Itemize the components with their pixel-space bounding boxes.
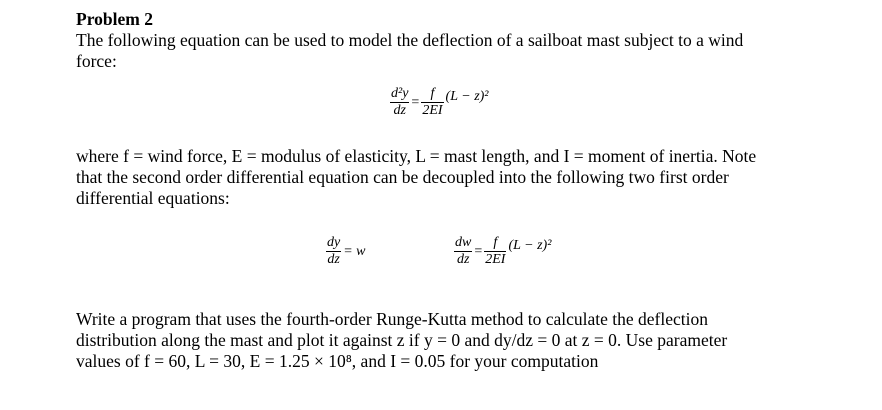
eq3-rhs-denominator: 2EI <box>485 252 506 267</box>
task-line-2: distribution along the mast and plot it against z if y = 0 and dy/dz = 0 at z = 0. Use parameter <box>76 330 728 350</box>
intro-line-2: force: <box>76 51 117 71</box>
eq1-lhs-fraction <box>390 86 409 119</box>
eq1-rhs-numerator: f <box>421 86 443 103</box>
equation-dw-dz <box>454 235 553 268</box>
eq1-rhs-denominator: 2EI <box>422 103 443 118</box>
eq3-rhs-fraction <box>484 235 506 268</box>
task-line-3: values of f = 60, L = 30, E = 1.25 × 10⁸, and I = 0.05 for your computation <box>76 351 599 371</box>
eq3-lhs-fraction <box>454 235 472 268</box>
eq3-rhs-numerator: f <box>484 235 506 252</box>
task-line-1: Write a program that uses the fourth-order Runge-Kutta method to calculate the deflection <box>76 309 708 329</box>
eq1-lhs-numerator: d²y <box>391 86 409 101</box>
intro-line-1: The following equation can be used to model the deflection of a sailboat mast subject to a wind <box>76 30 744 50</box>
problem-title: Problem 2 <box>76 9 153 29</box>
eq2-rhs: = w <box>343 243 366 259</box>
eq3-equals: = <box>474 243 483 259</box>
problem-document <box>76 8 866 372</box>
eq3-lhs-numerator: dw <box>455 235 472 250</box>
equation-second-order <box>390 86 866 132</box>
where-line-2: that the second order differential equation can be decoupled into the following two first order <box>76 167 729 187</box>
eq1-rhs-fraction <box>421 86 443 119</box>
eq2-lhs-denominator: dz <box>327 252 340 267</box>
equation-pair <box>76 235 866 281</box>
eq1-equals: = <box>411 94 420 110</box>
where-line-1: where f = wind force, E = modulus of elasticity, L = mast length, and I = moment of inertia. Note <box>76 146 757 166</box>
eq1-lhs-denominator: dz <box>393 103 406 118</box>
where-line-3: differential equations: <box>76 188 230 208</box>
eq3-lhs-denominator: dz <box>456 252 470 267</box>
eq2-lhs-numerator: dy <box>327 235 341 250</box>
eq2-lhs-fraction <box>326 235 341 268</box>
eq3-tail: (L − z)² <box>508 237 552 253</box>
equation-dy-dz <box>326 235 368 268</box>
eq1-tail: (L − z)² <box>445 88 489 104</box>
